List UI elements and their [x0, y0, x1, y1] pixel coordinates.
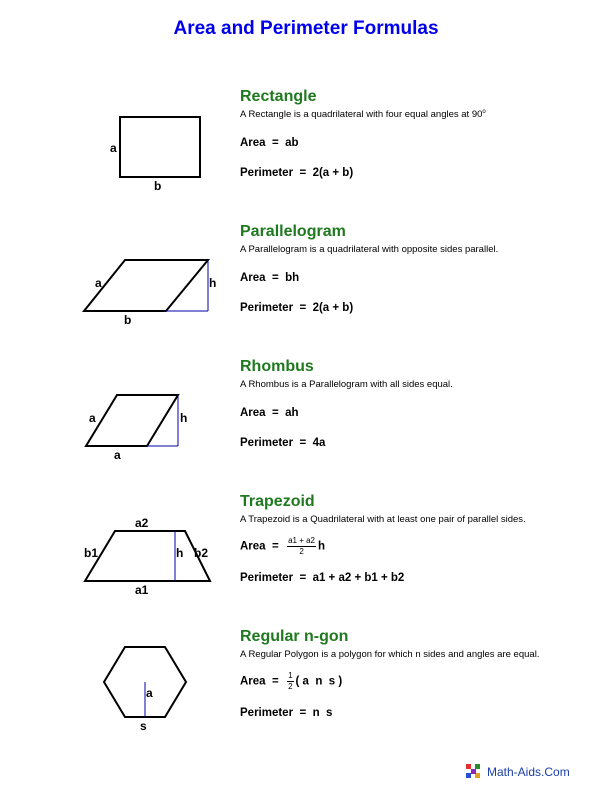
formula-perimeter-trapezoid: Perimeter = a1 + a2 + b1 + b2	[240, 572, 405, 584]
trapezoid-height-label: h	[176, 546, 184, 560]
parallelogram-height-label: h	[209, 276, 217, 290]
page-title: Area and Perimeter Formulas	[173, 18, 439, 39]
section-desc-rectangle: A Rectangle is a quadrilateral with four equal angles at 90$^o$	[240, 109, 486, 121]
trapezoid-bottom-label: a1	[135, 583, 149, 597]
formula-area-rectangle: Area = ab	[240, 137, 299, 149]
section-desc-trapezoid: A Trapezoid is a Quadrilateral with at least one pair of parallel sides.	[240, 514, 526, 525]
hexagon-apothem-label: a	[146, 686, 153, 700]
formula-perimeter-rectangle: Perimeter = 2(a + b)	[240, 167, 354, 179]
rhombus-side-label: a	[89, 411, 96, 425]
formula-area-ngon: Area = $\frac{1}{2}$ ( a n s )	[240, 671, 343, 691]
parallelogram-base-label: b	[124, 313, 132, 327]
rectangle-base-label: b	[154, 179, 162, 193]
degree-mark: o	[482, 109, 486, 115]
formula-area-parallelogram: Area = bh	[240, 272, 300, 284]
parallelogram-side-label: a	[95, 276, 102, 290]
parallelogram-shape	[84, 260, 208, 311]
section-title-parallelogram: Parallelogram	[240, 223, 346, 240]
section-desc-ngon: A Regular Polygon is a polygon for which n sides and angles are equal.	[240, 649, 540, 660]
trapezoid-top-label: a2	[135, 516, 149, 530]
section-title-rectangle: Rectangle	[240, 88, 317, 105]
section-title-ngon: Regular n-gon	[240, 628, 349, 645]
rhombus-height-label: h	[180, 411, 188, 425]
formula-perimeter-ngon: Perimeter = n s	[240, 707, 333, 719]
trapezoid-right-label: b2	[194, 546, 209, 560]
formula-perimeter-parallelogram: Perimeter = 2(a + b)	[240, 302, 354, 314]
formula-area-trapezoid: Area = $\frac{a1 + a2}{2}$ h	[240, 536, 326, 556]
math-aids-logo-text[interactable]: Math-Aids.Com	[487, 765, 570, 779]
rhombus-shape	[86, 395, 178, 446]
fraction: $\frac{a1 + a2}{2}$	[288, 536, 315, 556]
rectangle-side-label: a	[110, 141, 117, 155]
section-desc-parallelogram: A Parallelogram is a quadrilateral with opposite sides parallel.	[240, 244, 499, 255]
trapezoid-left-label: b1	[84, 546, 99, 560]
hexagon-side-label: s	[140, 719, 147, 733]
rhombus-base-label: a	[114, 448, 121, 462]
section-desc-rhombus: A Rhombus is a Parallelogram with all sides equal.	[240, 379, 453, 390]
section-title-rhombus: Rhombus	[240, 358, 314, 375]
math-aids-logo-icon	[466, 764, 480, 778]
rectangle-shape	[120, 117, 200, 177]
trapezoid-shape	[85, 531, 210, 581]
fraction: $\frac{1}{2}$	[288, 671, 293, 691]
formula-perimeter-rhombus: Perimeter = 4a	[240, 437, 326, 449]
formula-area-rhombus: Area = ah	[240, 407, 299, 419]
section-title-trapezoid: Trapezoid	[240, 493, 315, 510]
